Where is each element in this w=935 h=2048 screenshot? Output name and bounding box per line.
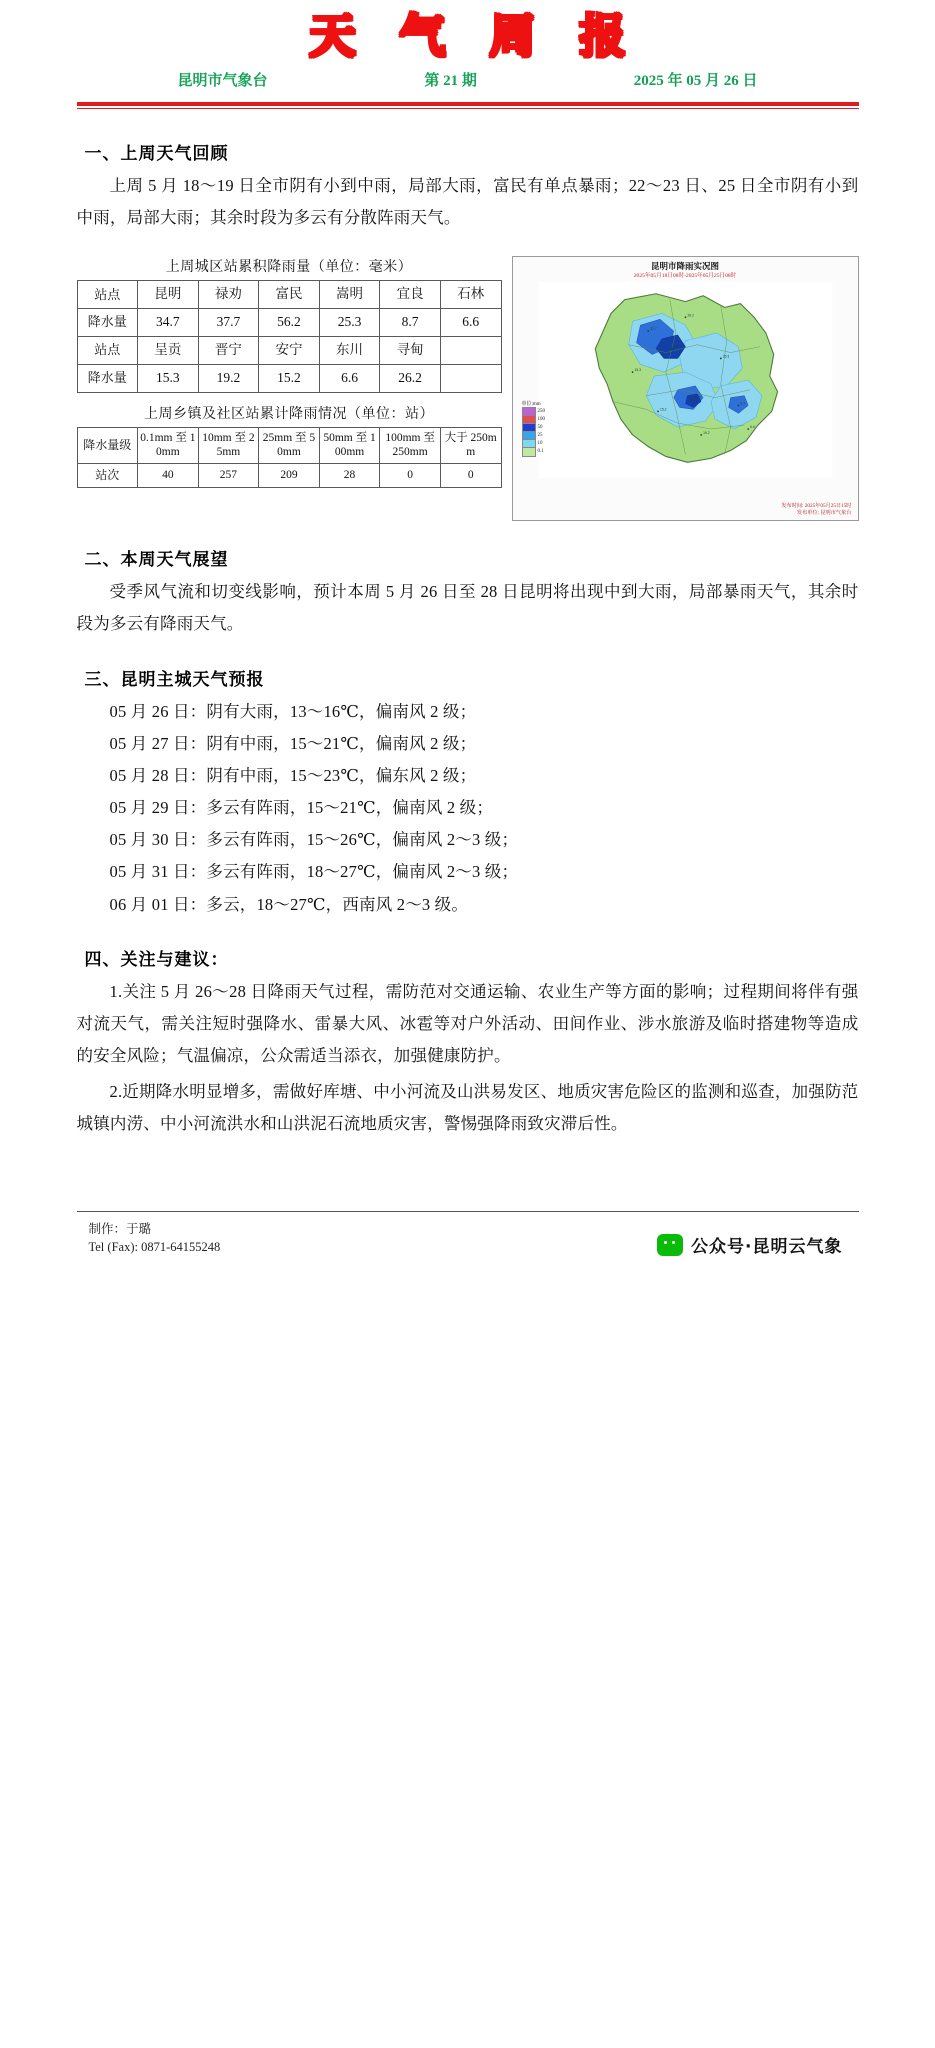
masthead [0, 0, 935, 90]
issue-number: 第 21 期 [424, 72, 477, 89]
header-divider [77, 102, 859, 109]
map-publish-time: 发布时间: 2025年05月25日15时 [781, 503, 852, 510]
row-header-station: 站点 [77, 336, 138, 364]
footer-contact [77, 1220, 221, 1258]
station-name: 禄劝 [198, 281, 259, 309]
station-count: 0 [380, 464, 441, 487]
page-title: 天 气 周 报 [309, 9, 640, 63]
row-header-level: 降水量级 [77, 427, 138, 464]
table-row [77, 309, 501, 337]
level-range: 0.1mm 至 10mm [138, 427, 199, 464]
station-name: 昆明 [138, 281, 199, 309]
rainfall-levels-table [77, 427, 502, 488]
row-header-count: 站次 [77, 464, 138, 487]
rainfall-value: 37.7 [198, 309, 259, 337]
section-text-outlook: 受季风气流和切变线影响，预计本周 5 月 26 日至 28 日昆明将出现中到大雨，局部暴雨天气，其余时段为多云有降雨天气。 [76, 582, 859, 634]
rainfall-value-empty [440, 364, 501, 392]
legend-value: 10 [537, 441, 543, 447]
list-item: 06 月 01 日：多云，18～27℃，西南风 2～3 级。 [109, 894, 469, 914]
svg-text:15.2: 15.2 [659, 406, 667, 411]
section-heading-forecast: 三、昆明主城天气预报 [84, 669, 265, 690]
rainfall-value: 34.7 [138, 309, 199, 337]
station-name: 晋宁 [198, 336, 259, 364]
city-table-caption: 上周城区站累积降雨量（单位：毫米） [165, 260, 413, 276]
station-name: 东川 [319, 336, 380, 364]
station-name: 嵩明 [319, 281, 380, 309]
station-count: 40 [138, 464, 199, 487]
level-range: 10mm 至 25mm [198, 427, 259, 464]
footer-author: 制作：于璐 [88, 1221, 152, 1236]
rainfall-value: 26.2 [380, 364, 441, 392]
levels-table-caption: 上周乡镇及社区站累计降雨情况（单位：站） [144, 406, 434, 422]
list-item: 05 月 31 日：多云有阵雨，18～27℃，偏南风 2～3 级； [109, 862, 519, 882]
row-header-amount: 降水量 [77, 309, 138, 337]
legend-value: 50 [537, 425, 543, 431]
map-legend-title: 单位:mm [521, 401, 541, 407]
advice-item-2: 2.近期降水明显增多，需做好库塘、中小河流及山洪易发区、地质灾害危险区的监测和巡查，加强防范城镇内涝、中小河流洪水和山洪泥石流地质灾害，警惕强降雨致灾滞后性。 [76, 1082, 859, 1134]
city-rainfall-table [77, 280, 502, 393]
rainfall-map-figure [512, 256, 859, 521]
table-row [77, 281, 501, 309]
issuer-label: 昆明市气象台 [177, 72, 268, 89]
section-heading-review: 一、上周天气回顾 [84, 143, 229, 164]
footer-wechat [657, 1232, 858, 1257]
level-range: 25mm 至 50mm [259, 427, 320, 464]
rainfall-figure-block [77, 256, 859, 521]
rainfall-value: 15.2 [259, 364, 320, 392]
svg-text:8.7: 8.7 [739, 401, 745, 406]
divider-thick [77, 102, 859, 106]
document-body [77, 109, 859, 1141]
table-spacer [77, 393, 502, 403]
section-heading-outlook: 二、本周天气展望 [84, 550, 229, 571]
station-name: 石林 [440, 281, 501, 309]
legend-entry [522, 448, 556, 456]
svg-text:6.6: 6.6 [749, 424, 755, 429]
legend-value: 0.1 [537, 449, 544, 455]
forecast-day-list [77, 696, 859, 921]
svg-text:25.3: 25.3 [722, 354, 729, 359]
station-count: 28 [319, 464, 380, 487]
svg-text:15.3: 15.3 [634, 367, 641, 372]
page-footer [77, 1212, 859, 1274]
row-header-amount: 降水量 [77, 364, 138, 392]
list-item: 05 月 26 日：阴有大雨，13～16℃，偏南风 2 级； [109, 701, 477, 721]
svg-text:34.7: 34.7 [692, 395, 700, 400]
list-item: 05 月 28 日：阴有中雨，15～23℃，偏东风 2 级； [109, 765, 477, 785]
station-name-empty [440, 336, 501, 364]
rainfall-value: 6.6 [319, 364, 380, 392]
wechat-icon [657, 1234, 683, 1256]
list-item: 05 月 29 日：多云有阵雨，15～21℃，偏南风 2 级； [109, 798, 494, 818]
rainfall-value: 8.7 [380, 309, 441, 337]
legend-swatch [522, 447, 536, 457]
level-range: 100mm 至 250mm [380, 427, 441, 464]
level-range: 50mm 至 100mm [319, 427, 380, 464]
rainfall-value: 6.6 [440, 309, 501, 337]
table-row [77, 336, 501, 364]
rainfall-tables-column [77, 256, 502, 487]
level-range: 大于 250mm [440, 427, 501, 464]
station-name: 寻甸 [380, 336, 441, 364]
svg-text:26.2: 26.2 [686, 312, 694, 317]
masthead-subline [178, 69, 758, 90]
map-canvas [516, 282, 855, 478]
rainfall-value: 15.3 [138, 364, 199, 392]
kunming-rainfall-map-svg [516, 282, 855, 478]
list-item: 05 月 27 日：阴有中雨，15～21℃，偏南风 2 级； [109, 733, 477, 753]
legend-value: 25 [537, 433, 543, 439]
svg-text:56.2: 56.2 [673, 344, 680, 349]
legend-value: 250 [537, 409, 545, 415]
map-subtitle: 2025年05月18日08时-2025年05月25日08时 [633, 272, 737, 279]
station-name: 安宁 [259, 336, 320, 364]
rainfall-value: 19.2 [198, 364, 259, 392]
map-title: 昆明市降雨实况图 [650, 261, 719, 272]
legend-value: 100 [537, 417, 545, 423]
station-name: 呈贡 [138, 336, 199, 364]
station-name: 富民 [259, 281, 320, 309]
map-footnote [781, 503, 851, 517]
table-row [77, 464, 501, 487]
rainfall-value: 25.3 [319, 309, 380, 337]
svg-text:37.7: 37.7 [649, 326, 657, 331]
table-row [77, 427, 501, 464]
section-text-review: 上周 5 月 18～19 日全市阴有小到中雨，局部大雨，富民有单点暴雨；22～23 日、25 日全市阴有小到中雨，局部大雨；其余时段为多云有分散阵雨天气。 [76, 175, 859, 228]
list-item: 05 月 30 日：多云有阵雨，15～26℃，偏南风 2～3 级； [109, 830, 519, 850]
table-row [77, 364, 501, 392]
rainfall-value: 56.2 [259, 309, 320, 337]
advice-item-1: 1.关注 5 月 26～28 日降雨天气过程，需防范对交通运输、农业生产等方面的影响；过程期间将伴有强对流天气，需关注短时强降水、雷暴大风、冰雹等对户外活动、田间作业、涉水旅游及临时搭建物等造成的安全风险；气温偏凉，公众需适当添衣，加强健康防护。 [76, 981, 859, 1066]
svg-text:19.2: 19.2 [702, 430, 710, 435]
section-heading-advice: 四、关注与建议： [84, 949, 229, 970]
issue-date: 2025 年 05 月 26 日 [633, 72, 758, 89]
station-count: 257 [198, 464, 259, 487]
station-count: 0 [440, 464, 501, 487]
map-legend [522, 402, 556, 456]
map-publish-unit: 发布单位: 昆明市气象台 [796, 510, 852, 517]
station-count: 209 [259, 464, 320, 487]
row-header-station: 站点 [77, 281, 138, 309]
station-name: 宜良 [380, 281, 441, 309]
footer-tel: Tel (Fax): 0871-64155248 [88, 1240, 221, 1255]
wechat-account-label: 公众号·昆明云气象 [691, 1237, 843, 1258]
